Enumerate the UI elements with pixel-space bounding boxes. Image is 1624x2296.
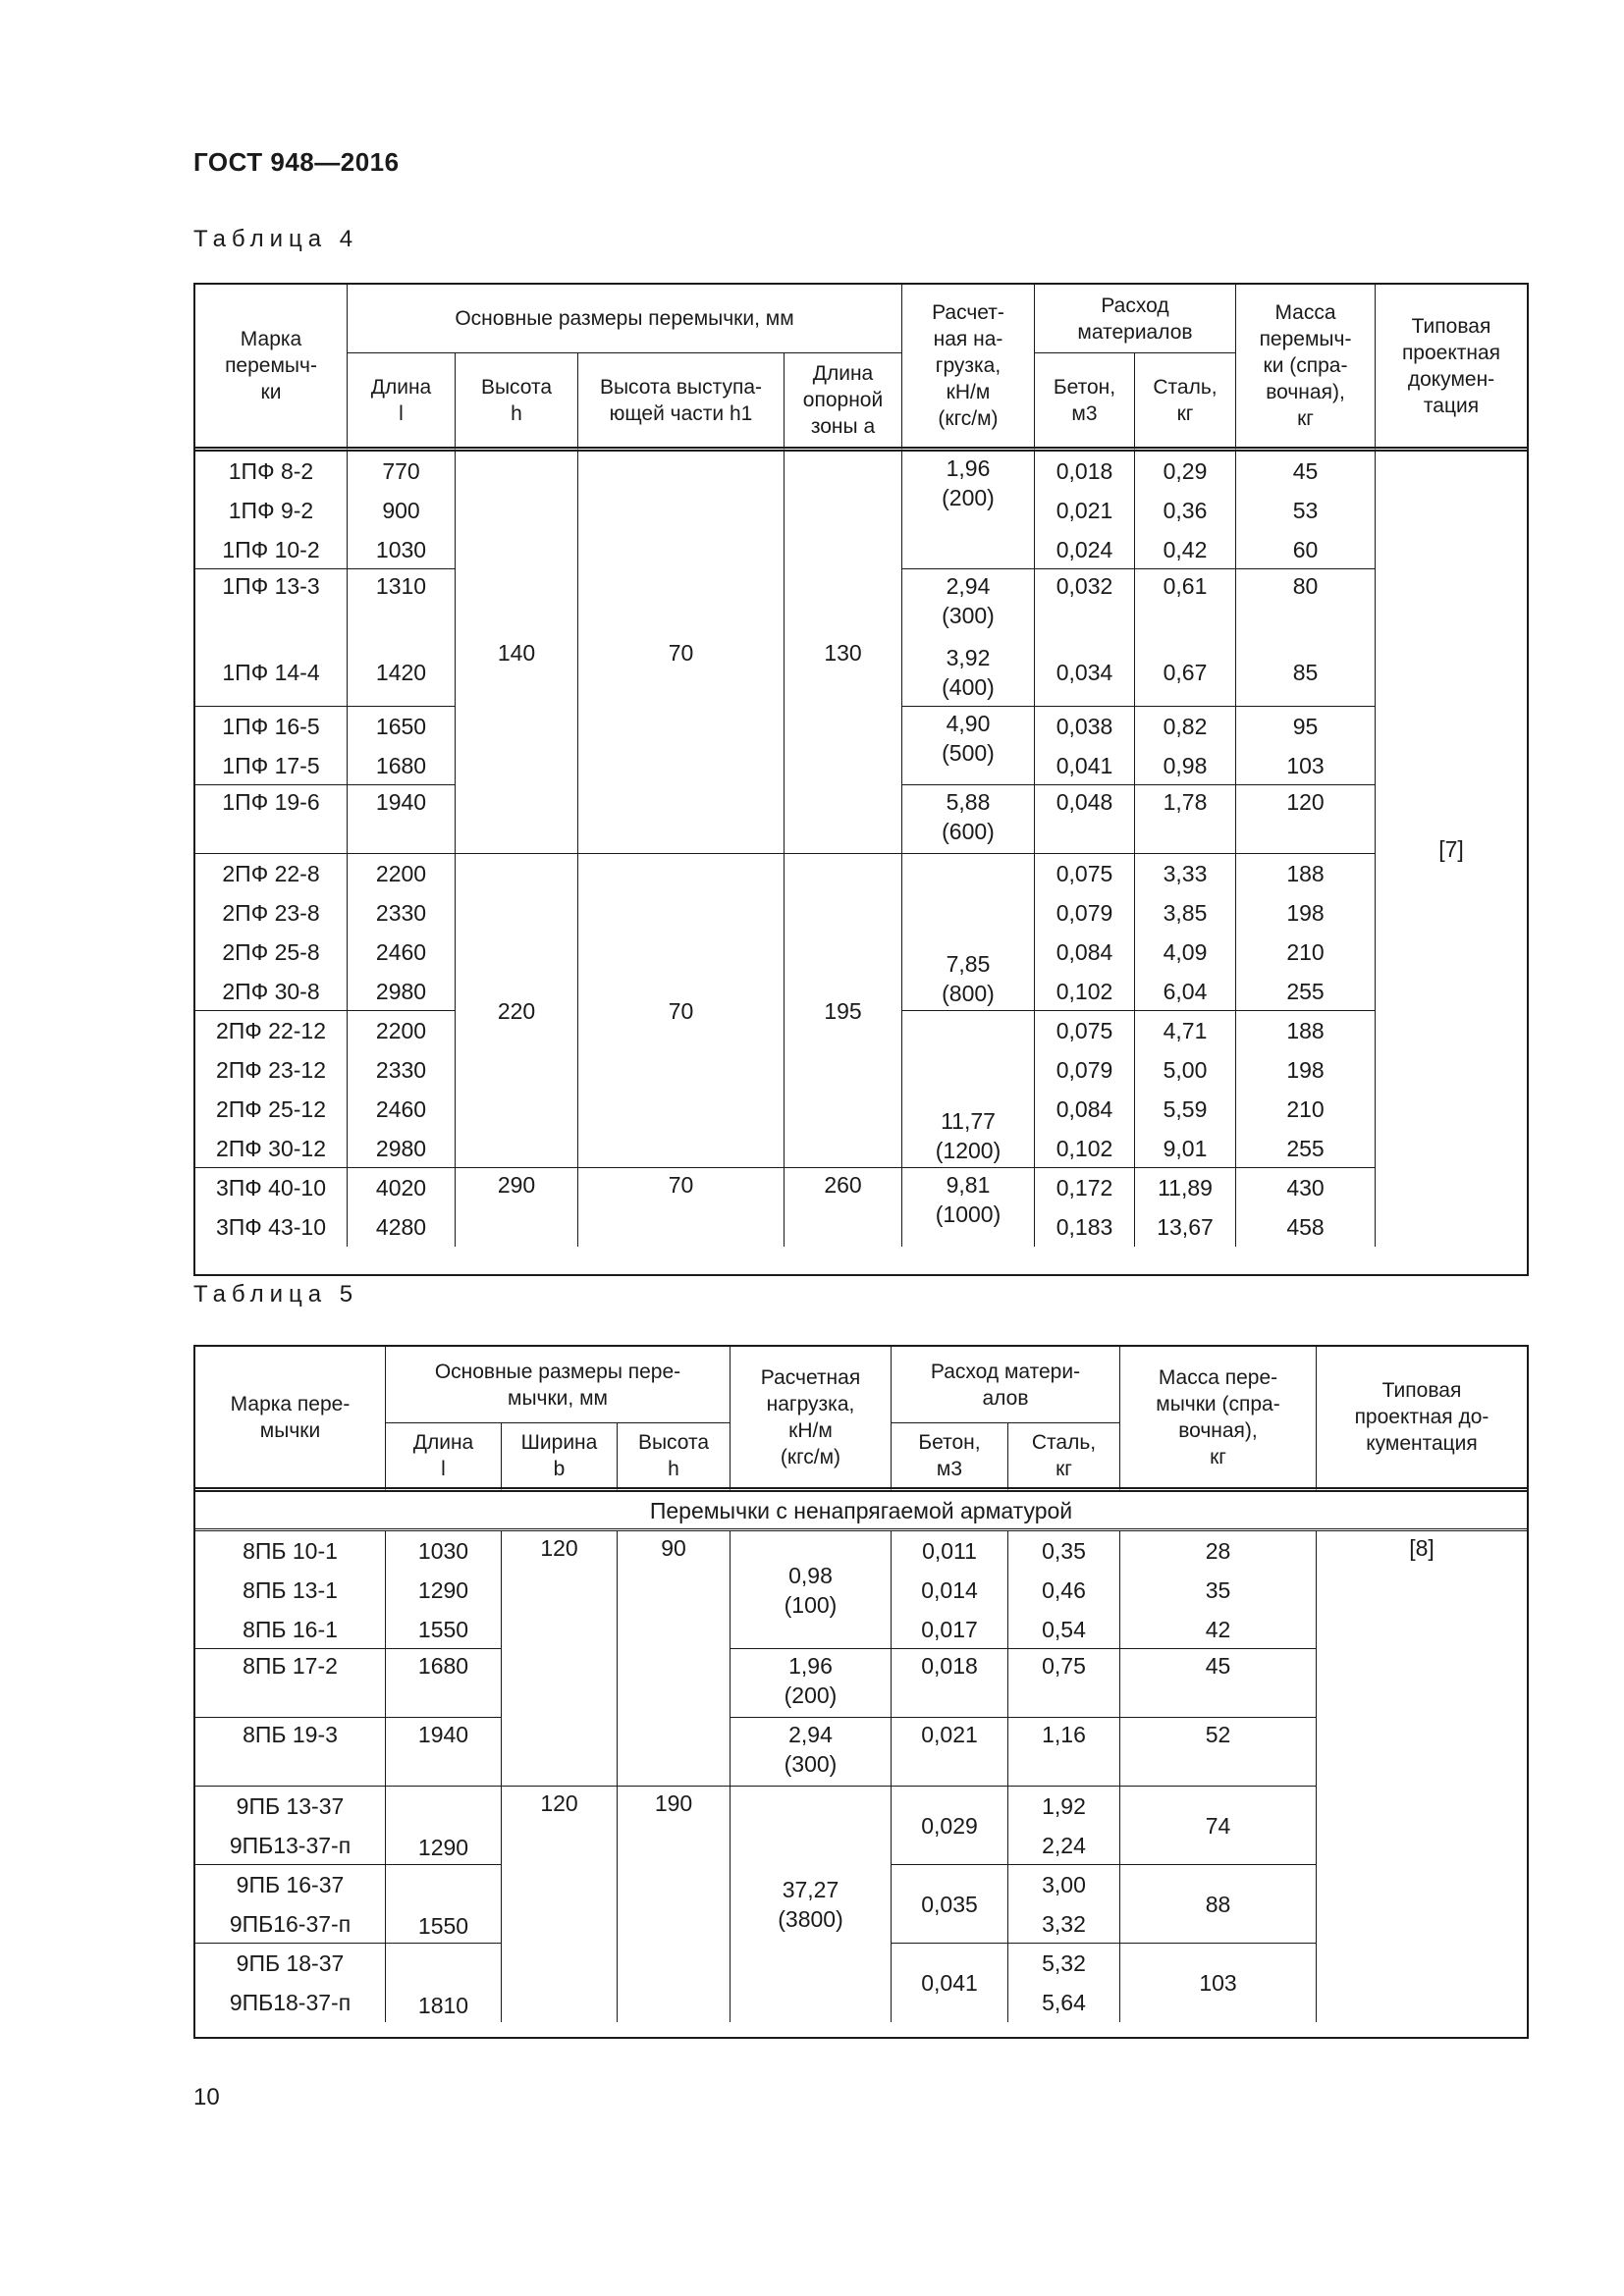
col-header-mass: Масса перемыч- ки (спра- вочная), кг (1236, 285, 1376, 452)
cell-length: 770 (348, 452, 456, 491)
cell-concrete: 0,102 (1035, 972, 1135, 1011)
cell-concrete: 0,018 (1035, 452, 1135, 491)
table-5 (193, 1345, 1529, 2039)
col-header-consumption: Расход материалов (1035, 285, 1236, 353)
cell-height-group-1: 140 (456, 452, 578, 854)
cell-length: 1030 (348, 530, 456, 569)
cell-mass: 35 (1120, 1571, 1317, 1610)
cell-mass: 45 (1236, 452, 1376, 491)
cell-concrete: 0,032 (1035, 569, 1135, 638)
cell-mass: 210 (1236, 1090, 1376, 1129)
cell-steel: 0,35 (1008, 1531, 1120, 1571)
cell-mass: 45 (1120, 1649, 1317, 1718)
cell-mass: 103 (1120, 1944, 1317, 2022)
cell-concrete: 0,038 (1035, 707, 1135, 746)
cell-steel: 0,29 (1135, 452, 1236, 491)
cell-length: 2200 (348, 1011, 456, 1050)
cell-steel: 0,36 (1135, 491, 1236, 530)
cell-height-group-3: 290 (456, 1168, 578, 1247)
cell-mark: 9ПБ13-37-п (195, 1826, 386, 1865)
cell-length: 1810 (386, 1944, 502, 2022)
cell-mark: 9ПБ18-37-п (195, 1983, 386, 2022)
cell-concrete: 0,041 (1035, 746, 1135, 785)
cell-mass: 85 (1236, 638, 1376, 707)
col-header-doc: Типовая проектная докумен- тация (1376, 285, 1527, 452)
col-header-load: Расчетная нагрузка, кН/м (кгс/м) (731, 1347, 892, 1492)
cell-mark: 8ПБ 10-1 (195, 1531, 386, 1571)
cell-h1-group-3: 70 (578, 1168, 785, 1247)
cell-load: 1,96 (200) (731, 1649, 892, 1718)
cell-steel: 4,71 (1135, 1011, 1236, 1050)
page-number: 10 (193, 2084, 220, 2110)
cell-steel: 0,61 (1135, 569, 1236, 638)
cell-mass: 120 (1236, 785, 1376, 854)
cell-steel: 5,64 (1008, 1983, 1120, 2022)
cell-mark: 8ПБ 17-2 (195, 1649, 386, 1718)
cell-length: 1290 (386, 1787, 502, 1865)
cell-length: 2460 (348, 1090, 456, 1129)
cell-mark: 1ПФ 17-5 (195, 746, 348, 785)
cell-concrete: 0,079 (1035, 1050, 1135, 1090)
cell-mark: 2ПФ 22-8 (195, 854, 348, 893)
cell-concrete: 0,011 (892, 1531, 1008, 1571)
cell-concrete: 0,041 (892, 1944, 1008, 2022)
cell-steel: 0,46 (1008, 1571, 1120, 1610)
cell-steel: 1,92 (1008, 1787, 1120, 1826)
col-header-height-protruding: Высота выступа- ющей части h1 (578, 353, 785, 452)
cell-mass: 80 (1236, 569, 1376, 638)
cell-length: 1550 (386, 1865, 502, 1944)
col-header-doc: Типовая проектная до- кументация (1317, 1347, 1527, 1492)
cell-concrete: 0,075 (1035, 1011, 1135, 1050)
cell-mark: 8ПБ 19-3 (195, 1718, 386, 1787)
cell-length: 2200 (348, 854, 456, 893)
cell-mass: 52 (1120, 1718, 1317, 1787)
cell-load: 0,98 (100) (731, 1531, 892, 1649)
cell-height-group-b: 190 (618, 1787, 731, 2022)
cell-mass: 210 (1236, 933, 1376, 972)
cell-steel: 0,42 (1135, 530, 1236, 569)
cell-concrete: 0,018 (892, 1649, 1008, 1718)
cell-mark: 3ПФ 43-10 (195, 1207, 348, 1247)
cell-steel: 9,01 (1135, 1129, 1236, 1168)
col-header-mark: Марка перемыч- ки (195, 285, 348, 452)
cell-mass: 95 (1236, 707, 1376, 746)
cell-concrete: 0,079 (1035, 893, 1135, 933)
cell-steel: 0,75 (1008, 1649, 1120, 1718)
cell-steel: 3,85 (1135, 893, 1236, 933)
cell-doc-ref: [7] (1438, 836, 1464, 862)
cell-steel: 3,32 (1008, 1904, 1120, 1944)
cell-mark: 3ПФ 40-10 (195, 1168, 348, 1207)
cell-load: 4,90 (500) (902, 707, 1035, 785)
cell-length: 900 (348, 491, 456, 530)
cell-load: 2,94 (300) (902, 569, 1035, 638)
cell-steel: 0,98 (1135, 746, 1236, 785)
cell-length: 4280 (348, 1207, 456, 1247)
cell-steel: 0,54 (1008, 1610, 1120, 1649)
cell-mass: 88 (1120, 1865, 1317, 1944)
cell-concrete: 0,034 (1035, 638, 1135, 707)
col-header-height: Высота h (456, 353, 578, 452)
cell-length: 1290 (386, 1571, 502, 1610)
cell-mass: 103 (1236, 746, 1376, 785)
cell-mark: 2ПФ 23-8 (195, 893, 348, 933)
cell-concrete: 0,017 (892, 1610, 1008, 1649)
col-header-steel: Сталь, кг (1135, 353, 1236, 452)
col-header-width: Ширина b (502, 1423, 618, 1492)
cell-concrete: 0,075 (1035, 854, 1135, 893)
cell-mark: 1ПФ 8-2 (195, 452, 348, 491)
cell-load: 7,85 (800) (902, 854, 1035, 1011)
cell-concrete: 0,183 (1035, 1207, 1135, 1247)
cell-mark: 1ПФ 9-2 (195, 491, 348, 530)
cell-length: 2980 (348, 1129, 456, 1168)
cell-steel: 6,04 (1135, 972, 1236, 1011)
cell-mass: 188 (1236, 854, 1376, 893)
cell-mass: 53 (1236, 491, 1376, 530)
col-header-support-length: Длина опорной зоны a (785, 353, 902, 452)
cell-steel: 3,33 (1135, 854, 1236, 893)
cell-steel: 4,09 (1135, 933, 1236, 972)
cell-support-group-3: 260 (785, 1168, 902, 1247)
cell-h1-group-1: 70 (578, 452, 785, 854)
cell-concrete: 0,048 (1035, 785, 1135, 854)
col-header-load: Расчет- ная на- грузка, кН/м (кгс/м) (902, 285, 1035, 452)
cell-mass: 60 (1236, 530, 1376, 569)
cell-length: 1420 (348, 638, 456, 707)
cell-mark: 2ПФ 25-8 (195, 933, 348, 972)
cell-height-group-2: 220 (456, 854, 578, 1168)
cell-concrete: 0,021 (892, 1718, 1008, 1787)
table-4 (193, 283, 1529, 1276)
cell-h1-group-2: 70 (578, 854, 785, 1168)
col-header-dims: Основные размеры перемычки, мм (348, 285, 902, 353)
cell-steel: 2,24 (1008, 1826, 1120, 1865)
cell-mark: 1ПФ 16-5 (195, 707, 348, 746)
cell-load: 5,88 (600) (902, 785, 1035, 854)
cell-concrete: 0,024 (1035, 530, 1135, 569)
col-header-steel: Сталь, кг (1008, 1423, 1120, 1492)
cell-mass: 430 (1236, 1168, 1376, 1207)
cell-steel: 3,00 (1008, 1865, 1120, 1904)
cell-concrete: 0,021 (1035, 491, 1135, 530)
cell-steel: 1,16 (1008, 1718, 1120, 1787)
cell-length: 1940 (386, 1718, 502, 1787)
cell-mark: 2ПФ 23-12 (195, 1050, 348, 1090)
cell-length: 1650 (348, 707, 456, 746)
col-header-length: Длина l (386, 1423, 502, 1492)
cell-doc-ref: [8] (1409, 1535, 1435, 1561)
col-header-dims: Основные размеры пере- мычки, мм (386, 1347, 731, 1423)
cell-mass: 198 (1236, 893, 1376, 933)
cell-mark: 8ПБ 16-1 (195, 1610, 386, 1649)
col-header-concrete: Бетон, м3 (892, 1423, 1008, 1492)
cell-mass: 255 (1236, 1129, 1376, 1168)
cell-mass: 28 (1120, 1531, 1317, 1571)
cell-concrete: 0,035 (892, 1865, 1008, 1944)
cell-steel: 5,59 (1135, 1090, 1236, 1129)
cell-length: 1680 (386, 1649, 502, 1718)
cell-steel: 13,67 (1135, 1207, 1236, 1247)
col-header-length: Длина l (348, 353, 456, 452)
cell-mark: 2ПФ 30-12 (195, 1129, 348, 1168)
cell-load: 2,94 (300) (731, 1718, 892, 1787)
cell-steel: 0,67 (1135, 638, 1236, 707)
cell-mass: 255 (1236, 972, 1376, 1011)
cell-mark: 9ПБ16-37-п (195, 1904, 386, 1944)
cell-support-group-2: 195 (785, 854, 902, 1168)
cell-mark: 9ПБ 16-37 (195, 1865, 386, 1904)
cell-mark: 8ПБ 13-1 (195, 1571, 386, 1610)
cell-mark: 1ПФ 19-6 (195, 785, 348, 854)
cell-height-group-a: 90 (618, 1531, 731, 1787)
cell-width-group-a: 120 (502, 1531, 618, 1787)
cell-width-group-b: 120 (502, 1787, 618, 2022)
cell-length: 1680 (348, 746, 456, 785)
cell-length: 2330 (348, 893, 456, 933)
cell-concrete: 0,172 (1035, 1168, 1135, 1207)
cell-mass: 198 (1236, 1050, 1376, 1090)
cell-length: 4020 (348, 1168, 456, 1207)
cell-length: 2330 (348, 1050, 456, 1090)
cell-concrete: 0,084 (1035, 1090, 1135, 1129)
cell-mass: 42 (1120, 1610, 1317, 1649)
section-title: Перемычки с ненапрягаемой арматурой (195, 1492, 1527, 1531)
cell-mark: 2ПФ 22-12 (195, 1011, 348, 1050)
cell-length: 1550 (386, 1610, 502, 1649)
col-header-concrete: Бетон, м3 (1035, 353, 1135, 452)
cell-mass: 458 (1236, 1207, 1376, 1247)
cell-mark: 9ПБ 18-37 (195, 1944, 386, 1983)
col-header-height: Высота h (618, 1423, 731, 1492)
table-4-caption: Таблица 4 (193, 226, 359, 252)
cell-load: 11,77 (1200) (902, 1011, 1035, 1168)
page-header: ГОСТ 948—2016 (193, 147, 400, 177)
cell-steel: 11,89 (1135, 1168, 1236, 1207)
cell-load: 9,81 (1000) (902, 1168, 1035, 1247)
col-header-mass: Масса пере- мычки (спра- вочная), кг (1120, 1347, 1317, 1492)
cell-load: 1,96 (200) (902, 452, 1035, 569)
cell-concrete: 0,014 (892, 1571, 1008, 1610)
cell-steel: 5,32 (1008, 1944, 1120, 1983)
cell-length: 1940 (348, 785, 456, 854)
cell-mark: 2ПФ 30-8 (195, 972, 348, 1011)
cell-mark: 1ПФ 10-2 (195, 530, 348, 569)
col-header-consumption: Расход матери- алов (892, 1347, 1120, 1423)
cell-mark: 2ПФ 25-12 (195, 1090, 348, 1129)
col-header-mark: Марка пере- мычки (195, 1347, 386, 1492)
cell-mark: 1ПФ 13-3 (195, 569, 348, 638)
cell-length: 2980 (348, 972, 456, 1011)
cell-length: 1030 (386, 1531, 502, 1571)
cell-length: 1310 (348, 569, 456, 638)
table-5-caption: Таблица 5 (193, 1281, 359, 1308)
cell-steel: 0,82 (1135, 707, 1236, 746)
cell-support-group-1: 130 (785, 452, 902, 854)
cell-concrete: 0,084 (1035, 933, 1135, 972)
cell-mark: 1ПФ 14-4 (195, 638, 348, 707)
cell-steel: 1,78 (1135, 785, 1236, 854)
cell-steel: 5,00 (1135, 1050, 1236, 1090)
cell-load: 3,92 (400) (902, 638, 1035, 707)
cell-length: 2460 (348, 933, 456, 972)
cell-load-group-b: 37,27 (3800) (731, 1787, 892, 2022)
cell-mark: 9ПБ 13-37 (195, 1787, 386, 1826)
cell-concrete: 0,102 (1035, 1129, 1135, 1168)
cell-mass: 188 (1236, 1011, 1376, 1050)
cell-mass: 74 (1120, 1787, 1317, 1865)
cell-concrete: 0,029 (892, 1787, 1008, 1865)
